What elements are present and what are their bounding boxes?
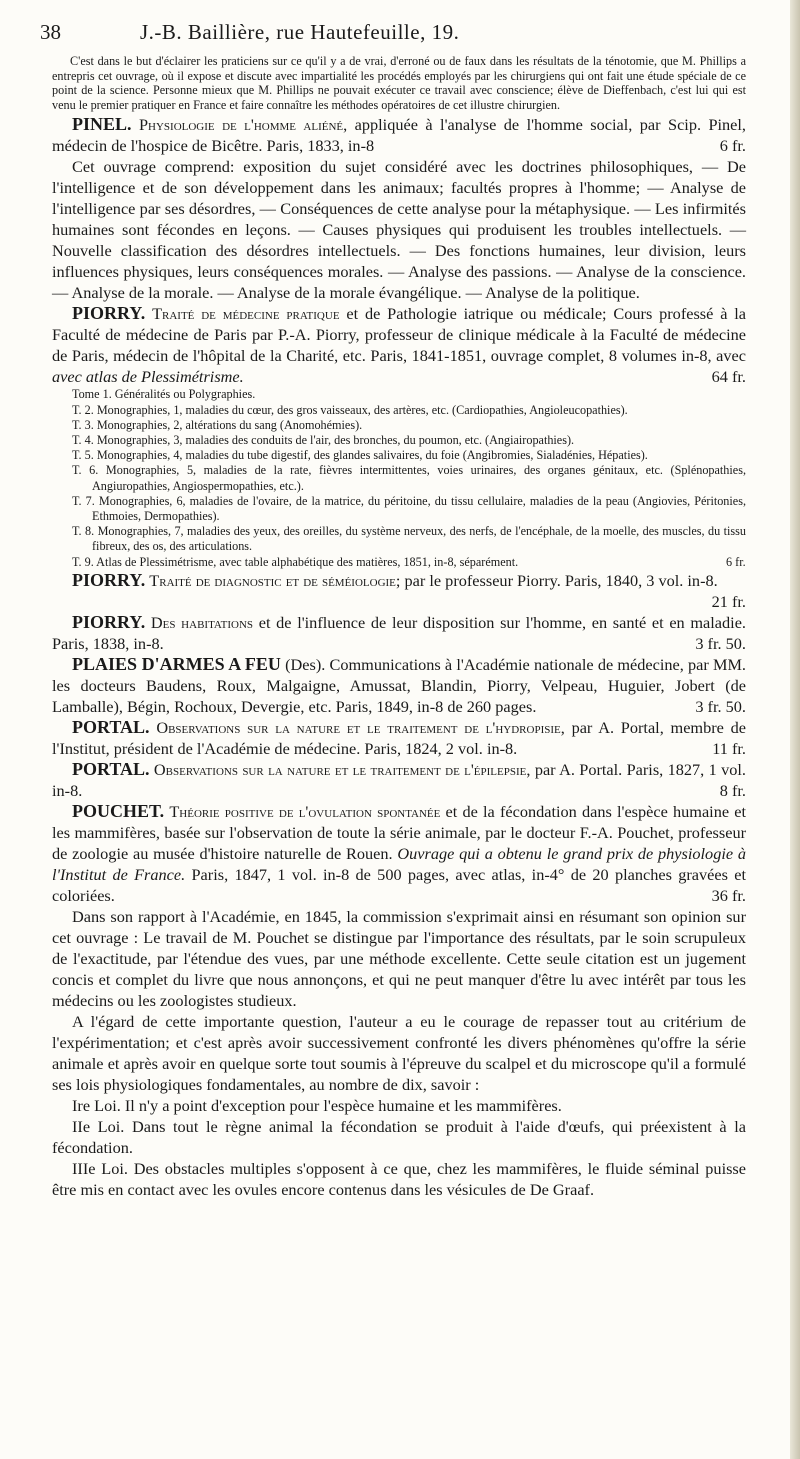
entry-pouchet	[52, 801, 746, 1200]
entry-title: Observations sur la nature et le traitement de l'épilepsie	[153, 759, 527, 779]
entry-price: 36 fr.	[711, 885, 746, 905]
entry-price: 11 fr.	[712, 738, 746, 758]
entry-text: et de la fécondation dans l'espèce humaine et les mammifères, basée sur l'observation de toute la série animale, par le docteur F.-A. Pouchet, professeur de zoologie au musée d'histoire naturelle de Rouen.	[52, 801, 746, 863]
entry-author: PLAIES D'ARMES A FEU	[72, 653, 281, 674]
entry-author: PIORRY.	[72, 569, 146, 590]
tome-item: T. 7. Monographies, 6, maladies de l'ovaire, de la matrice, du péritoine, du tissu cellulaire, maladies de la peau (Angiovies, Péritonies, Ethmoies, Dermopathies).	[72, 493, 746, 523]
entry-title: Traité de médecine pratique	[152, 304, 340, 324]
entry-author: POUCHET.	[72, 800, 165, 821]
page-edge	[790, 0, 800, 1459]
tome-item: T. 6. Monographies, 5, maladies de la rate, fièvres intermittentes, voies urinaires, des organes génitaux, etc. (Splénopathies, Angiuropathies, Angiospermopathies, etc.).	[72, 463, 746, 493]
entry-piorry-traite	[52, 303, 746, 569]
entry-text: et de l'influence de leur disposition sur l'homme, en santé et en maladie. Paris, 1838, in-8.	[52, 612, 746, 653]
entry-plaies-armes-feu	[52, 654, 746, 717]
tome-item: T. 9. Atlas de Plessimétrisme, avec table alphabétique des matières, 1851, in-8, séparément. 6 fr.	[72, 554, 746, 569]
entry-atlas: avec atlas de Plessimétrisme.	[52, 367, 244, 387]
entry-price: 64 fr.	[711, 367, 746, 387]
entry-award: Ouvrage qui a obtenu le grand prix de physiologie à l'Institut de France.	[52, 843, 746, 884]
entry-piorry-diagnostic	[52, 569, 746, 611]
entry-price: 8 fr.	[719, 780, 746, 800]
entry-piorry-habitations	[52, 612, 746, 654]
tome-heading: Tome 1. Généralités ou Polygraphies.	[72, 387, 256, 402]
entry-portal-epilepsie	[52, 759, 746, 801]
page-number: 38	[40, 20, 61, 44]
entry-title: Théorie positive de l'ovulation spontanée	[169, 801, 441, 821]
entry-title: Traité de diagnostic et de séméiologie	[149, 570, 396, 590]
review-paragraph: A l'égard de cette importante question, l'auteur a eu le courage de repasser tout au critérium de l'expérimentation; et c'est après avoir successivement confronté les divers phénomènes qu'offre la série animale et après avoir en quelque sorte tout soumis à l'épreuve du scalpel et du microscope qu'il a formulé ses lois physiologiques fondamentales, au nombre de dix, savoir :	[52, 1011, 746, 1094]
entry-text: , appliquée à l'analyse de l'homme social, par Scip. Pinel, médecin de l'hospice de Bicêtre. Paris, 1833, in-8	[52, 115, 747, 156]
entry-author: PIORRY.	[72, 303, 146, 324]
entry-price: 6 fr.	[719, 136, 746, 156]
entry-price: 3 fr. 50.	[695, 633, 746, 653]
entry-pinel	[52, 114, 746, 303]
entry-author: PINEL.	[72, 114, 132, 135]
entry-title: Des habitations	[150, 612, 254, 632]
law-item: Ire Loi. Il n'y a point d'exception pour l'espèce humaine et les mammifères.	[72, 1095, 562, 1115]
entry-text: et de Pathologie iatrique ou médicale; Cours professé à la Faculté de médecine de Paris par P.-A. Piorry, professeur de clinique médicale à la Faculté de médecine de Paris, médecin de l'hôpital de la Charité, etc. Paris, 1841-1851, ouvrage complet, 8 volumes in-8, avec	[52, 304, 747, 366]
law-item: IIe Loi. Dans tout le règne animal la fécondation se produit à l'aide d'œufs, qui préexistent à la fécondation.	[52, 1116, 746, 1157]
entry-title: Observations sur la nature et le traitement de l'hydropisie	[156, 717, 561, 737]
tome-item: T. 5. Monographies, 4, maladies du tube digestif, des glandes salivaires, du foie (Angibromies, Sialadénies, Hépaties).	[72, 448, 648, 463]
entry-text: , par A. Portal, membre de l'Institut, président de l'Académie de médecine. Paris, 1824, 2 vol. in-8.	[52, 717, 746, 758]
tome-item: T. 3. Monographies, 2, altérations du sang (Anomohémies).	[72, 417, 363, 432]
entry-text: ; par le professeur Piorry. Paris, 1840, 3 vol. in-8.	[395, 570, 718, 590]
page-header	[40, 20, 746, 54]
tome-item: T. 2. Monographies, 1, maladies du cœur, des gros vaisseaux, des artères, etc. (Cardiopathies, Angioleucopathies).	[72, 402, 628, 417]
entry-description: Cet ouvrage comprend: exposition du sujet considéré avec les doctrines philosophiques, — De l'intelligence et de son développement dans les animaux; facultés propres à l'homme; — Analyse de l'intelligence par ses désordres, — Conséquences de cette analyse pour la métaphysique. — Les infirmités humaines sont fécondes en leçons. — Causes physiques qui produisent les troubles intellectuels. — Nouvelle classification des désordres intellectuels. — Des fonctions humaines, leur division, leurs influences physiques, leurs conséquences morales. — Analyse des passions. — Analyse de la conscience. — Analyse de la morale. — Analyse de la morale évangélique. — Analyse de la politique.	[52, 157, 746, 303]
entry-text: (Des). Communications à l'Académie nationale de médecine, par MM. les docteurs Baudens, Roux, Malgaigne, Amussat, Blandin, Piorry, Velpeau, Huguier, Jobert (de Lamballe), Bégin, Rochoux, Devergie, etc. Paris, 1849, in-8 de 260 pages.	[52, 654, 746, 716]
entry-author: PORTAL.	[72, 758, 150, 779]
entry-text-2: Paris, 1847, 1 vol. in-8 de 500 pages, avec atlas, in-4° de 20 planches gravées et coloriées.	[52, 864, 746, 905]
tome-item: T. 8. Monographies, 7, maladies des yeux, des oreilles, du système nerveux, des nerfs, de l'encéphale, de la moelle, des muscles, du tissu fibreux, des os, des articulations.	[72, 524, 746, 554]
catalogue-content	[52, 54, 746, 1200]
entry-author: PORTAL.	[72, 716, 150, 737]
entry-author: PIORRY.	[72, 611, 146, 632]
running-title: J.-B. Baillière, rue Hautefeuille, 19.	[140, 20, 460, 44]
entry-text: , par A. Portal. Paris, 1827, 1 vol. in-8.	[52, 759, 746, 800]
intro-paragraph: C'est dans le but d'éclairer les praticiens sur ce qu'il y a de vrai, d'erroné ou de faux dans les résultats de la ténotomie, que M. Phillips a entrepris cet ouvrage, où il expose et discute avec impartialité les procédés employés par les chirurgiens qui ont fait une étude spéciale de ce point de la science. Personne mieux que M. Phillips ne pouvait exécuter ce travail avec conscience; élève de Dieffenbach, c'est lui qui est venu le premier pratiquer en France et faire connaître les méthodes opératoires de cet illustre chirurgien.	[52, 54, 746, 112]
tome-item: T. 4. Monographies, 3, maladies des conduits de l'air, des bronches, du poumon, etc. (Angiairopathies).	[72, 432, 575, 447]
entry-title: Physiologie de l'homme aliéné	[138, 115, 344, 135]
review-paragraph: Dans son rapport à l'Académie, en 1845, la commission s'exprimait ainsi en résumant son opinion sur cet ouvrage : Le travail de M. Pouchet se distingue par l'importance des résultats, par le soin scrupuleux de l'exactitude, par l'étendue des vues, par une méthode excellente. Cette seule citation est un jugement concis et complet du livre que nous annonçons, et qui ne peut manquer d'être lu avec intérêt par tous les médecins ou les zoologistes studieux.	[52, 906, 746, 1010]
entry-price: 3 fr. 50.	[695, 696, 746, 716]
entry-price: 21 fr.	[711, 591, 746, 611]
entry-portal-hydropisie	[52, 717, 746, 759]
law-item: IIIe Loi. Des obstacles multiples s'opposent à ce que, chez les mammifères, le fluide séminal puisse être mis en contact avec les ovules encore contenus dans les vésicules de De Graaf.	[52, 1158, 746, 1199]
tome-price: 6 fr.	[726, 554, 746, 569]
